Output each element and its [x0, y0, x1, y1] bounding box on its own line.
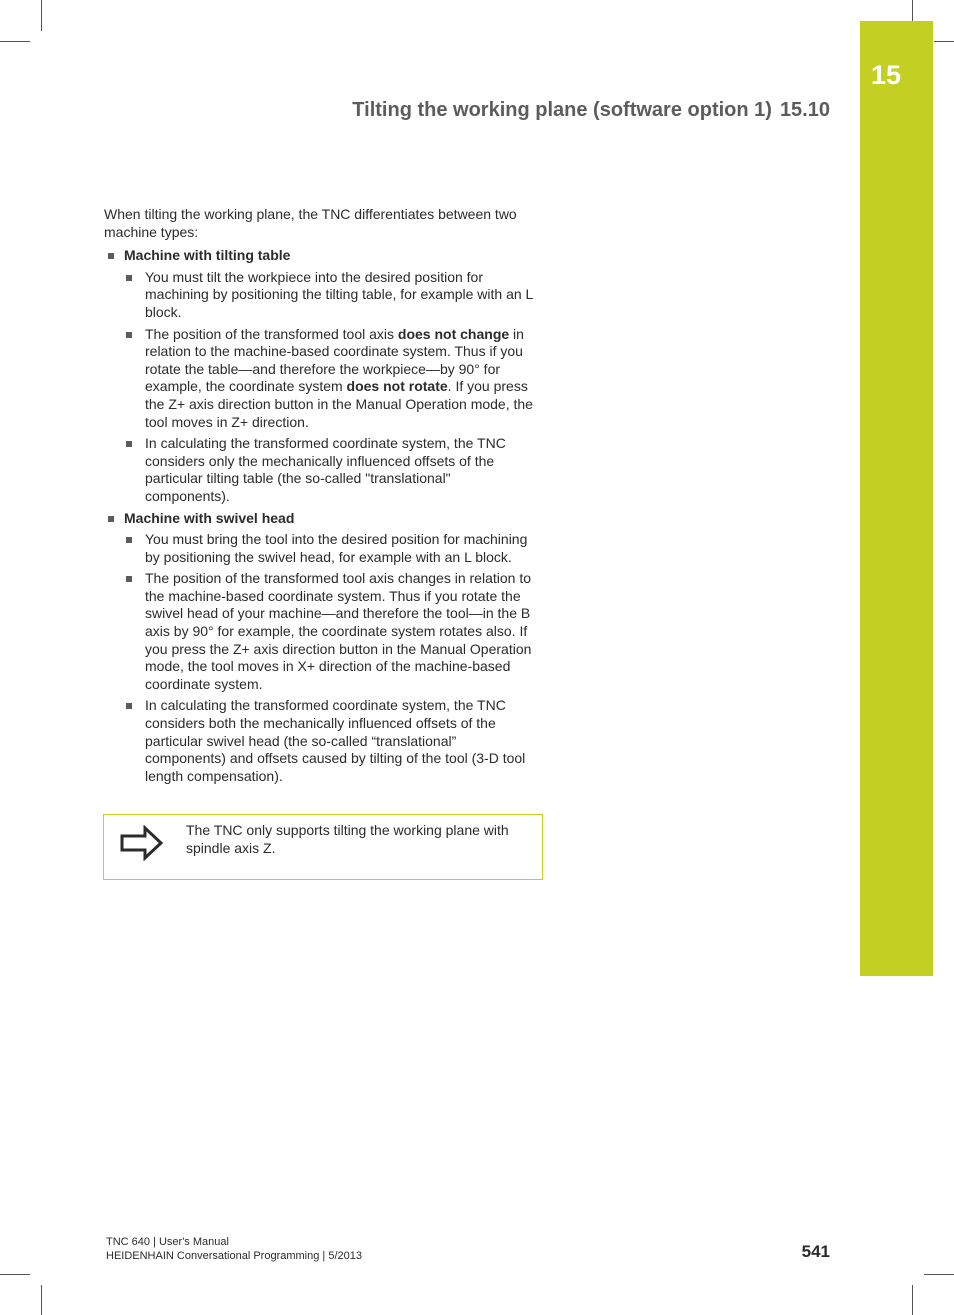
- bullet-square-icon: [126, 576, 132, 582]
- chapter-number: 15: [871, 60, 902, 90]
- bullet-square-icon: [126, 703, 132, 709]
- list-item: [104, 510, 536, 786]
- item-emphasis: does not change: [397, 325, 510, 342]
- header-section: 15.10: [779, 99, 830, 121]
- crop-mark: [934, 41, 954, 42]
- item-text: . If you press the Z+ axis direction button in the Manual Operation mode, the tool moves in Z+ direction.: [145, 378, 533, 430]
- item-emphasis: does not rotate: [346, 378, 448, 395]
- list-item: [124, 697, 536, 785]
- crop-mark: [41, 0, 42, 31]
- header-title: Tilting the working plane (software option 1): [352, 99, 772, 121]
- page-number: 541: [801, 1242, 830, 1261]
- list-item: [124, 531, 536, 566]
- note-text: The TNC only supports tilting the working plane with spindle axis Z.: [186, 822, 509, 856]
- item-text: You must bring the tool into the desired position for machining by positioning the swivel head, for example with an L block.: [145, 531, 528, 565]
- item-text: The position of the transformed tool axis changes in relation to the machine-based coordinate system. Thus if you rotate the swivel head of your machine—and therefore the tool—in the B axis by 90° for example, the coordinate system rotates also. If you press the Z+ axis direction button in the Manual Operation mode, the tool moves in X+ direction of the machine-based coordinate system.: [145, 570, 532, 692]
- footer-line: HEIDENHAIN Conversational Programming | 5/2013: [106, 1249, 362, 1262]
- intro-paragraph: When tilting the working plane, the TNC differentiates between two machine types:: [104, 206, 517, 240]
- bullet-square-icon: [126, 441, 132, 447]
- item-text: In calculating the transformed coordinate system, the TNC considers both the mechanically influenced offsets of the particular swivel head (the so-called “translational” components) and offsets caused by tilting of the tool (3-D tool length compensation).: [145, 697, 526, 784]
- crop-mark: [924, 1274, 954, 1275]
- item-text: You must tilt the workpiece into the desired position for machining by positioning the tilting table, for example with an L block.: [145, 268, 533, 320]
- page-header: [352, 99, 830, 122]
- note-box: [103, 814, 543, 880]
- sub-list: [124, 531, 536, 785]
- item-text: In calculating the transformed coordinate system, the TNC considers only the mechanically influenced offsets of the particular tilting table (the so-called "translational" components).: [145, 435, 506, 504]
- bullet-square-icon: [108, 253, 114, 259]
- bullet-square-icon: [108, 516, 114, 522]
- body-content: [104, 206, 536, 789]
- crop-mark: [912, 0, 913, 21]
- section-title: Machine with tilting table: [124, 247, 291, 264]
- machine-type-list: [104, 247, 536, 785]
- item-text: The position of the transformed tool axis: [145, 325, 398, 342]
- sub-list: [124, 269, 536, 506]
- item-text: in relation to the machine-based coordinate system. Thus if you rotate the table—and therefore the workpiece—by 90° for example, the coordinate system: [145, 325, 524, 395]
- list-item: [104, 247, 536, 505]
- crop-mark: [912, 1285, 913, 1315]
- list-item: [124, 326, 536, 432]
- section-title: Machine with swivel head: [124, 509, 295, 526]
- footer-line: TNC 640 | User's Manual: [106, 1236, 229, 1248]
- list-item: [124, 570, 536, 693]
- bullet-square-icon: [126, 332, 132, 338]
- crop-mark: [0, 1274, 30, 1275]
- chapter-tab: [860, 21, 933, 976]
- arrow-right-icon: [120, 825, 164, 861]
- crop-mark: [0, 41, 30, 42]
- list-item: [124, 269, 536, 322]
- list-item: [124, 435, 536, 505]
- crop-mark: [41, 1285, 42, 1315]
- page-footer: [106, 1236, 362, 1263]
- bullet-square-icon: [126, 275, 132, 281]
- bullet-square-icon: [126, 537, 132, 543]
